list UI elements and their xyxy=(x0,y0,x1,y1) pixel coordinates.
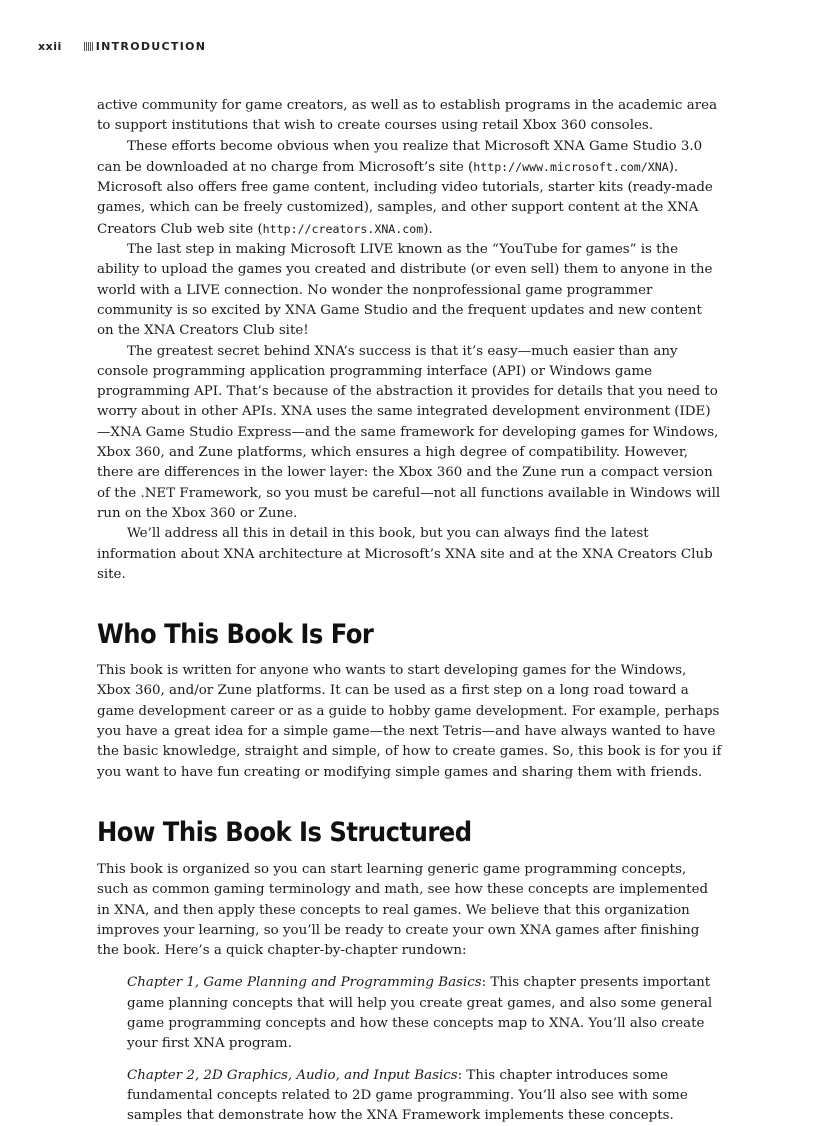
paragraph-efforts xyxy=(97,137,722,240)
chapter-description: : This chapter presents important game planning concepts that will help you create great games, and also some general game programming concepts and how these concepts map to XNA. You’ll also create your first XNA program. xyxy=(127,975,713,1052)
paragraph-efforts-text-b: ). Microsoft also offers free game content, including video tutorials, starter kits (ready-made games, which can be freely customized), samples, and other support content at the XNA Creators Club web site ( xyxy=(97,159,713,237)
running-head xyxy=(38,40,206,53)
page-number: xxii xyxy=(38,40,62,53)
paragraph-live: The last step in making Microsoft LIVE known as the “YouTube for games” is the ability to upload the games you created and distribute (or even sell) them to anyone in the world with a LIVE connection. No wonder the nonprofessional game programmer community is so excited by XNA Game Studio and the frequent updates and new content on the XNA Creators Club site! xyxy=(97,242,713,339)
paragraph-continuation: active community for game creators, as well as to establish programs in the academic area to support institutions that wish to create courses using retail Xbox 360 consoles. xyxy=(97,98,718,134)
chapter-title: Chapter 2, 2D Graphics, Audio, and Input Basics xyxy=(127,1067,458,1083)
paragraph-efforts-text-a: These efforts become obvious when you realize that Microsoft XNA Game Studio 3.0 can be downloaded at no charge from Microsoft’s site ( xyxy=(97,138,703,175)
paragraph-how: This book is organized so you can start learning generic game programming concepts, such as common gaming terminology and math, see how these concepts are implemented in XNA, and then apply these concepts to real games. We believe that this organization improves your learning, so you’ll be ready to create your own XNA games after finishing the book. Here’s a quick chapter-by-chapter rundown: xyxy=(97,861,709,959)
paragraph-who: This book is written for anyone who wants to start developing games for the Windows, Xbox 360, and/or Zune platforms. It can be used as a first step on a long road toward a game development career or as a guide to hobby game development. For example, perhaps you have a great idea for a simple game—the next Tetris—and have always wanted to have the basic knowledge, straight and simple, of how to create games. So, this book is for you if you want to have fun creating or modifying simple games and sharing them with friends. xyxy=(97,663,722,780)
heading-how-this-book-is-structured: How This Book Is Structured xyxy=(97,816,472,848)
microsoft-xna-url: http://www.microsoft.com/XNA xyxy=(473,159,669,174)
chapter-description: : This chapter introduces some fundamental concepts related to 2D game programming. You’ll also see with some samples that demonstrate how the XNA Framework implements these concepts. xyxy=(127,1067,688,1124)
chapter-entry-1 xyxy=(127,973,722,1054)
creators-club-url: http://creators.XNA.com xyxy=(262,221,424,236)
header-ornament-icon xyxy=(84,42,93,51)
paragraph-address: We’ll address all this in detail in this book, but you can always find the latest information about XNA architecture at Microsoft’s XNA site and at the XNA Creators Club site. xyxy=(97,526,713,582)
paragraph-secret: The greatest secret behind XNA’s success is that it’s easy—much easier than any console programming application programming interface (API) or Windows game programming API. That’s because of the abstraction it provides for details that you need to worry about in other APIs. XNA uses the same integrated development environment (IDE)—XNA Game Studio Express—and the same framework for developing games for Windows, Xbox 360, and Zune platforms, which ensures a high degree of compatibility. However, there are differences in the lower layer: the Xbox 360 and the Zune run a compact version of the .NET Framework, so you must be careful—not all functions available in Windows will run on the Xbox 360 or Zune. xyxy=(97,343,721,521)
page-body xyxy=(97,96,722,1126)
heading-who-this-book-is-for: Who This Book Is For xyxy=(97,619,374,651)
chapter-entry-2 xyxy=(127,1066,722,1126)
chapter-title: Chapter 1, Game Planning and Programming Basics xyxy=(127,975,482,991)
section-title: INTRODUCTION xyxy=(95,40,207,53)
paragraph-efforts-text-c: ). xyxy=(423,221,433,237)
